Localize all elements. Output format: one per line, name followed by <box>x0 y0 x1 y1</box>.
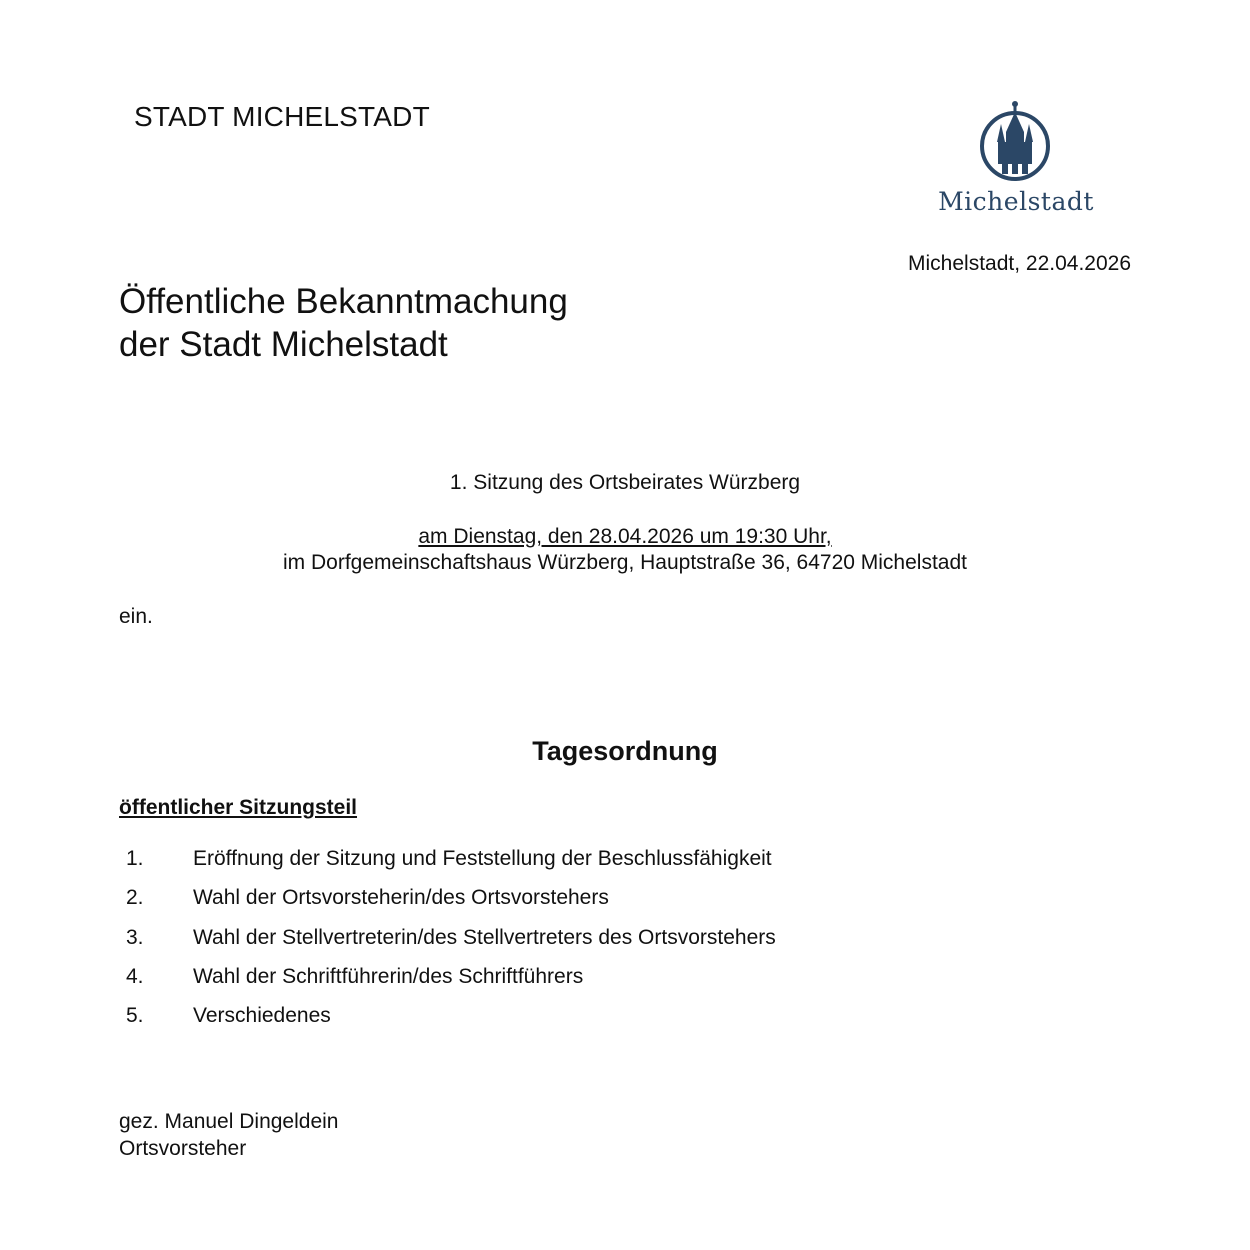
session-location: im Dorfgemeinschaftshaus Würzberg, Hauptstraße 36, 64720 Michelstadt <box>283 551 967 574</box>
michelstadt-logo <box>926 98 1106 218</box>
agenda-heading: Tagesordnung <box>532 736 718 766</box>
document-date: Michelstadt, 22.04.2026 <box>908 252 1131 275</box>
agenda-item-number: 4. <box>126 965 144 988</box>
town-hall-emblem-icon <box>926 98 1106 218</box>
agenda-item-text: Verschiedenes <box>193 1004 331 1027</box>
agenda-item-text: Wahl der Stellvertreterin/des Stellvertreters des Ortsvorstehers <box>193 926 776 949</box>
agenda-item <box>126 847 772 871</box>
agenda-item <box>126 965 583 989</box>
agenda-item <box>126 886 609 910</box>
agenda-item-number: 1. <box>126 847 144 870</box>
agenda-section-title: öffentlicher Sitzungsteil <box>119 796 358 819</box>
session-name: 1. Sitzung des Ortsbeirates Würzberg <box>449 471 801 494</box>
invitation-closing: ein. <box>119 605 153 628</box>
signature-name: gez. Manuel Dingeldein <box>119 1110 339 1133</box>
title-line-2: der Stadt Michelstadt <box>119 325 448 364</box>
agenda-item <box>126 1004 331 1028</box>
agenda-item-text: Wahl der Ortsvorsteherin/des Ortsvorstehers <box>193 886 609 909</box>
session-datetime: am Dienstag, den 28.04.2026 um 19:30 Uhr, <box>418 525 832 548</box>
agenda-item-number: 5. <box>126 1004 144 1027</box>
document-title <box>119 280 568 366</box>
title-line-1: Öffentliche Bekanntmachung <box>119 282 568 321</box>
agenda-item-text: Wahl der Schriftführerin/des Schriftführers <box>193 965 584 988</box>
svg-text:Michelstadt: Michelstadt <box>938 187 1094 216</box>
agenda-item-number: 2. <box>126 886 144 909</box>
agenda-item-text: Eröffnung der Sitzung und Feststellung der Beschlussfähigkeit <box>193 847 772 870</box>
city-header: STADT MICHELSTADT <box>134 101 430 132</box>
agenda-item-number: 3. <box>126 926 144 949</box>
signature-role: Ortsvorsteher <box>119 1137 247 1160</box>
agenda-item <box>126 926 776 950</box>
